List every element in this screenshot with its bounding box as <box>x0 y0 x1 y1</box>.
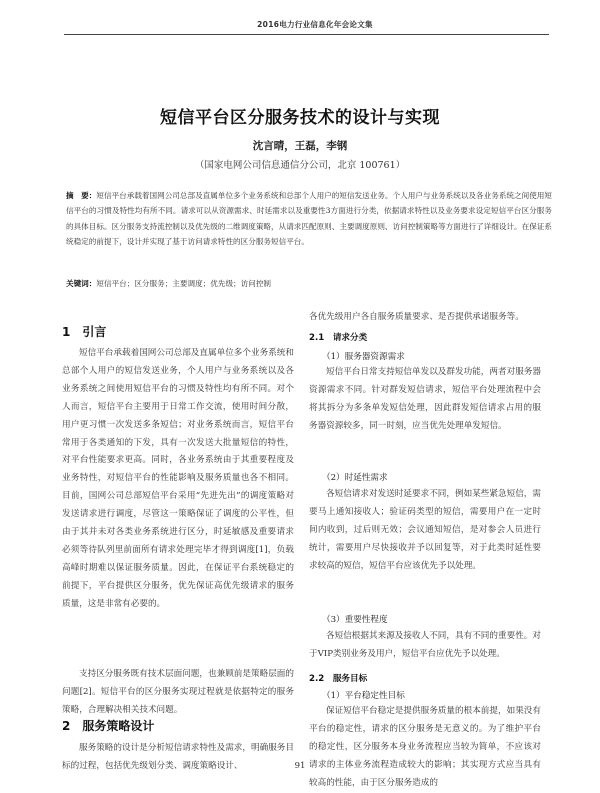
keywords <box>66 278 552 290</box>
intro-paragraph-2: 支持区分服务既有技术层面问题，也兼顾前是策略层面的问题[2]。短信平台的区分服务实现过程就是依据特定的服务策略，合理解决相关技术问题。 <box>62 669 294 715</box>
running-header: 2016电力行业信息化年会论文集 <box>257 20 373 29</box>
affiliation: （国家电网公司信息通信分公司，北京 100761） <box>194 160 406 171</box>
item-heading-importance: （3）重要性程度 <box>322 615 388 625</box>
item-heading-stability: （1）平台稳定性目标 <box>322 691 405 701</box>
subsection-heading-2-1: 2.1 请求分类 <box>309 333 368 343</box>
authors: 沈言晴，王磊，李钢 <box>252 140 348 152</box>
right-continuation-paragraph: 各优先级用户各自服务质量要求、是否提供承诺服务等。 <box>309 312 524 322</box>
item-heading-delay: （2）时延性需求 <box>322 473 388 483</box>
paper-title: 短信平台区分服务技术的设计与实现 <box>160 108 440 128</box>
strategy-paragraph-1: 服务策略的设计是分析短信请求特性及需求，明确服务目标的过程，包括优先级划分类、调度策略设计、 <box>62 743 294 771</box>
intro-paragraph-1: 短信平台承载着国网公司总部及直属单位多个业务系统和总部个人用户的短信发送业务，个人用户与业务系统以及各业务系统之间使用短信平台的习惯及特性均有所不同。对个人而言，短信平台主要用于日常工作交流，使用时间分散，用户更习惯一次发送多条短信；对业务系统而言，短信平台常用于各类通知的下发，具有一次发送大批量短信的特性，对平台性能要求更高。同时，各业务系统由于其重要程度及业务特性，对短信平台的性能影响及服务质量也各不相同。目前，国网公司总部短信平台采用“先进先出”的调度策略对发送请求进行调度，尽管这一策略保证了调度的公平性，但由于其并未对各类业务系统进行区分，时延敏感及重要请求必须等待队列里前面所有请求处理完毕才得到调度[1]，负载高峰时期难以保证服务质量。因此，在保证平台系统稳定的前提下，平台提供区分服务，优先保证高优先级请求的服务质量，这是非常有必要的。 <box>62 348 294 609</box>
paragraph-importance: 各短信根据其来源及接收人不同，具有不同的重要性。对于VIP类别业务及用户，短信平台应优先予以处理。 <box>309 631 541 659</box>
keywords-label: 关键词： <box>66 279 97 288</box>
paragraph-stability: 保证短信平台稳定是提供服务质量的根本前提，如果没有平台的稳定性，请求的区分服务是无意义的。为了维护平台的稳定性，区分服务本身业务流程应当较为简单，不应该对请求的主体业务流程造成较大的影响；其实现方式应当具有较高的性能，由于区分服务造成的 <box>309 706 541 788</box>
header-rule <box>64 34 549 35</box>
abstract-text: 短信平台承载着国网公司总部及直属单位多个业务系统和总部个人用户的短信发送业务。个人用户与业务系统以及各业务系统之间使用短信平台的习惯及特性均有所不同。请求可以从资源需求、时延需求以及重要性3方面进行分类，依据请求特性以及业务要求设定短信平台区分服务的具体目标。区分服务支持流控制以及优先级的二维调度策略，从请求匹配原则、主要调度原则、访问控制策略等方面进行了详细设计。在保证系统稳定的前提下，设计并实现了基于访问请求特性的区分服务短信平台。 <box>66 191 552 246</box>
subsection-heading-2-2: 2.2 服务目标 <box>309 674 368 684</box>
section-heading-introduction: 1 引言 <box>62 325 107 339</box>
page-number: 91 <box>294 761 306 771</box>
abstract <box>66 188 552 249</box>
paragraph-delay: 各短信请求对发送时延要求不同，例如某些紧急短信，需要马上通知接收人；验证码类型的短信，需要用户在一定时间内收到，过后则无效；会议通知短信，是对参会人员进行统计，需要用户尽快接收并予以回复等，对于此类时延性要求较高的短信，短信平台应该优先予以处理。 <box>309 489 541 571</box>
paragraph-resource: 短信平台日常支持短信单发以及群发功能，两者对服务器资源需求不同。针对群发短信请求，短信平台处理流程中会将其拆分为多条单发短信处理，因此群发短信请求占用的服务器资源较多，同一时刻，应当优先处理单发短信。 <box>309 367 541 431</box>
abstract-label: 摘 要： <box>66 191 97 200</box>
keywords-text: 短信平台；区分服务；主要调度；优先级；访问控制 <box>96 279 272 288</box>
section-heading-strategy: 2 服务策略设计 <box>62 719 155 733</box>
item-heading-resource: （1）服务器资源需求 <box>322 352 405 362</box>
